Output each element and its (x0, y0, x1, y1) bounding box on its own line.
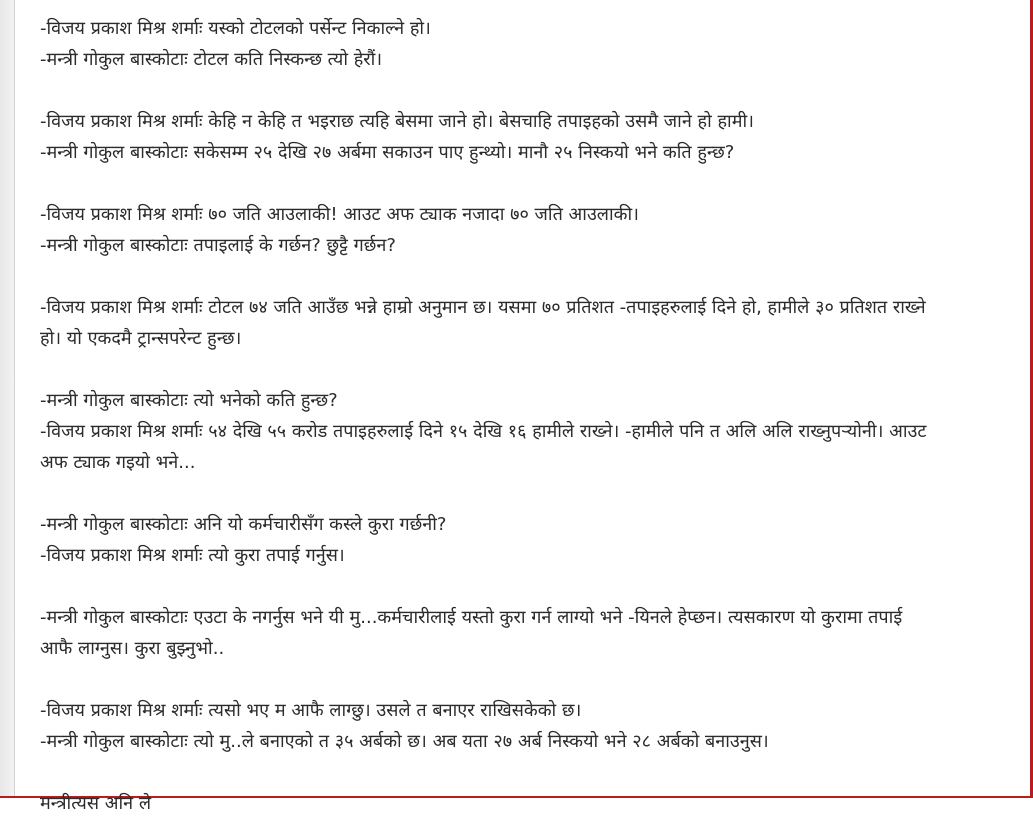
transcript-line: -मन्त्री गोकुल बास्कोटाः तपाइलाई के गर्छन? छुट्टै गर्छन? (40, 235, 396, 256)
paragraph-gap (40, 571, 1024, 602)
transcript-line: -मन्त्री गोकुल बास्कोटाः अनि यो कर्मचारीसँग कस्ले कुरा गर्छनी? (40, 514, 447, 535)
transcript-line-partial: मन्त्रीत्यस अनि ले (40, 793, 152, 814)
paragraph-gap (40, 664, 1024, 695)
paragraph-gap (40, 354, 1024, 385)
transcript-line: -विजय प्रकाश मिश्र शर्माः त्यो कुरा तपाई गर्नुस। (40, 545, 345, 566)
transcript-line: -मन्त्री गोकुल बास्कोटाः सकेसम्म २५ देखि २७ अर्बमा सकाउन पाए हुन्थ्यो। मानौ २५ निस्कयो भने कति हुन्छ? (40, 142, 735, 163)
paragraph-gap (40, 261, 1024, 292)
transcript-line: अफ ट्याक गइयो भने... (40, 452, 196, 473)
transcript-line: -मन्त्री गोकुल बास्कोटाः त्यो भनेको कति हुन्छ? (40, 390, 338, 411)
transcript-text (40, 13, 1024, 819)
paragraph-gap (40, 168, 1024, 199)
transcript-line: -विजय प्रकाश मिश्र शर्माः केहि न केहि त भइराछ त्यहि बेसमा जाने हो। बेसचाहि तपाइहको उसमै जाने हो हामी। (40, 111, 754, 132)
transcript-line: आफै लाग्नुस। कुरा बुझ्नुभो.. (40, 638, 225, 659)
paragraph-gap (40, 478, 1024, 509)
left-margin-bar (0, 0, 14, 798)
left-margin-rule (14, 0, 15, 798)
paragraph-gap (40, 75, 1024, 106)
paragraph-gap (40, 757, 1024, 788)
transcript-line: हो। यो एकदमै ट्रान्सपरेन्ट हुन्छ। (40, 328, 242, 349)
transcript-line: -विजय प्रकाश मिश्र शर्माः ५४ देखि ५५ करोड तपाइहरुलाई दिने १५ देखि १६ हामीले राख्ने। -हामीले पनि त अलि अलि राख्नुपर्‍योनी। आउट (40, 421, 927, 442)
transcript-line: -मन्त्री गोकुल बास्कोटाः एउटा के नगर्नुस भने यी मु...कर्मचारीलाई यस्तो कुरा गर्न लाग्यो भने -यिनले हेप्छन। त्यसकारण यो कुरामा तपाई (40, 607, 903, 628)
transcript-line: -मन्त्री गोकुल बास्कोटाः टोटल कति निस्कन्छ त्यो हेरौं। (40, 49, 383, 70)
transcript-line: -विजय प्रकाश मिश्र शर्माः यस्को टोटलको पर्सेन्ट निकाल्ने हो। (40, 18, 431, 39)
transcript-line: -विजय प्रकाश मिश्र शर्माः त्यसो भए म आफै लाग्छु। उसले त बनाएर राखिसकेको छ। (40, 700, 582, 721)
transcript-line: -विजय प्रकाश मिश्र शर्माः टोटल ७४ जति आउँछ भन्ने हाम्रो अनुमान छ। यसमा ७० प्रतिशत -तपाइहरुलाई दिने हो, हामीले ३० प्रतिशत राख्ने (40, 297, 926, 318)
transcript-line: -मन्त्री गोकुल बास्कोटाः त्यो मु..ले बनाएको त ३५ अर्बको छ। अब यता २७ अर्ब निस्कयो भने २८ अर्बको बनाउनुस। (40, 731, 769, 752)
transcript-line: -विजय प्रकाश मिश्र शर्माः ७० जति आउलाकी! आउट अफ ट्याक नजादा ७० जति आउलाकी। (40, 204, 639, 225)
